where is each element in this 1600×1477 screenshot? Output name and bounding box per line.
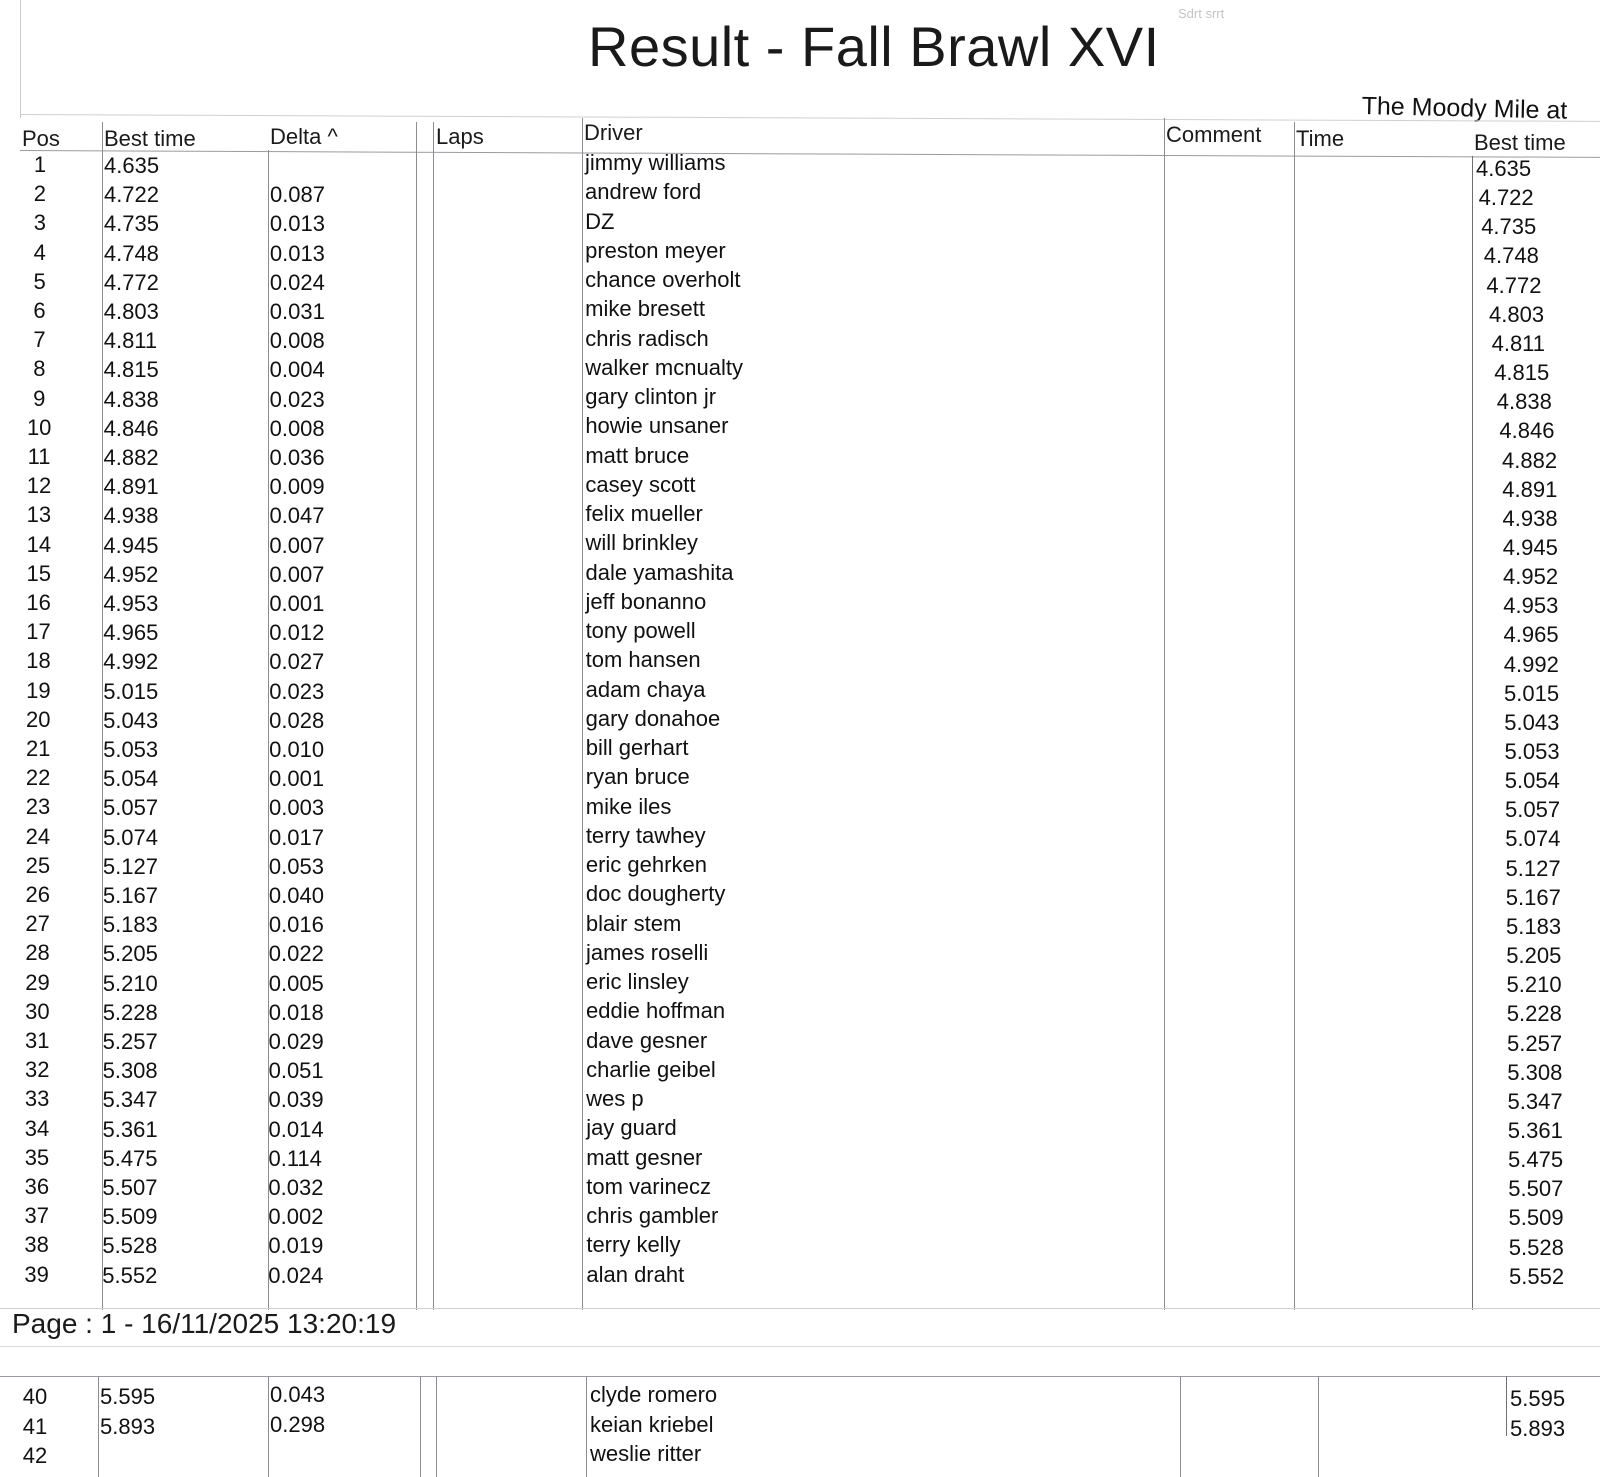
best-time-2-cell: 4.803 (1489, 301, 1545, 327)
driver-cell: matt gesner (586, 1144, 703, 1170)
best-time-cell: 5.595 (100, 1384, 156, 1409)
driver-cell: clyde romero (590, 1382, 718, 1407)
column-divider (433, 122, 434, 1310)
best-time-cell: 5.167 (102, 883, 158, 908)
best-time-2-cell: 5.528 (1508, 1234, 1564, 1260)
delta-cell: 0.023 (269, 386, 325, 412)
pos-cell: 8 (33, 356, 46, 382)
driver-cell: will brinkley (585, 530, 698, 556)
best-time-2-cell: 5.308 (1507, 1059, 1563, 1085)
driver-cell: eric gehrken (585, 852, 707, 877)
delta-cell: 0.004 (269, 357, 325, 383)
best-time-2-cell: 5.015 (1504, 680, 1560, 706)
driver-cell: doc dougherty (585, 881, 726, 907)
pos-cell: 37 (24, 1203, 49, 1229)
delta-cell: 0.013 (269, 240, 325, 266)
driver-cell: bill gerhart (585, 735, 689, 760)
best-time-cell: 4.992 (103, 649, 159, 675)
best-time-cell: 4.803 (103, 299, 159, 324)
driver-cell: jimmy williams (585, 150, 726, 175)
pos-cell: 42 (22, 1443, 48, 1468)
driver-cell: chris gambler (586, 1203, 719, 1228)
best-time-cell: 5.183 (102, 912, 158, 938)
driver-cell: keian kriebel (590, 1411, 714, 1437)
venue-label: The Moody Mile at (1361, 92, 1568, 125)
best-time-2-cell: 5.893 (1510, 1415, 1566, 1441)
best-time-cell: 4.882 (103, 445, 159, 470)
pos-cell: 1 (33, 152, 47, 177)
driver-cell: jeff bonanno (585, 588, 707, 614)
driver-cell: charlie geibel (586, 1056, 716, 1082)
pos-cell: 36 (24, 1174, 50, 1199)
pos-cell: 10 (26, 414, 52, 440)
best-time-2-cell: 5.205 (1506, 943, 1562, 969)
pos-cell: 26 (25, 882, 50, 907)
best-time-2-cell: 5.552 (1509, 1263, 1565, 1289)
best-time-cell: 5.053 (103, 737, 159, 762)
best-time-cell: 4.945 (103, 532, 159, 558)
best-time-cell: 4.815 (103, 357, 159, 383)
best-time-cell: 4.846 (103, 415, 159, 441)
pos-cell: 15 (26, 560, 51, 586)
best-time-2-cell: 5.595 (1510, 1386, 1566, 1411)
delta-cell: 0.008 (269, 415, 325, 441)
best-time-cell: 4.965 (103, 620, 159, 646)
best-time-2-cell: 5.475 (1508, 1147, 1564, 1173)
best-time-2-cell: 5.347 (1507, 1088, 1563, 1114)
pos-cell: 24 (25, 823, 51, 849)
driver-cell: casey scott (585, 471, 696, 497)
pos-cell: 33 (24, 1086, 50, 1112)
best-time-2-cell: 4.992 (1503, 651, 1559, 677)
pos-cell: 21 (25, 736, 51, 761)
pos-cell: 32 (24, 1057, 50, 1083)
best-time-cell: 5.257 (102, 1029, 158, 1054)
driver-cell: wes p (586, 1086, 644, 1111)
delta-cell: 0.007 (269, 532, 325, 558)
best-time-cell: 5.528 (102, 1233, 158, 1259)
best-time-2-cell: 4.735 (1481, 214, 1537, 240)
best-time-2-cell: 4.846 (1499, 418, 1555, 444)
delta-cell: 0.002 (268, 1204, 324, 1230)
pos-cell: 35 (24, 1144, 50, 1170)
best-time-cell: 4.635 (104, 153, 160, 178)
best-time-2-cell: 5.057 (1505, 797, 1561, 823)
delta-cell: 0.032 (268, 1175, 324, 1200)
best-time-2-cell: 4.811 (1491, 330, 1546, 356)
delta-cell: 0.023 (269, 678, 325, 704)
best-time-2-cell: 5.183 (1506, 913, 1562, 939)
best-time-2-cell: 5.509 (1508, 1205, 1564, 1231)
pos-cell: 38 (24, 1232, 49, 1258)
driver-cell: ryan bruce (585, 764, 690, 790)
column-divider (1318, 1376, 1319, 1477)
pos-cell: 7 (33, 327, 46, 353)
pos-cell: 11 (27, 444, 51, 469)
delta-cell: 0.022 (268, 941, 324, 967)
pos-cell: 41 (22, 1413, 48, 1439)
driver-cell: chance overholt (585, 267, 741, 292)
best-time-2-cell: 4.938 (1502, 505, 1558, 531)
driver-cell: weslie ritter (590, 1441, 702, 1466)
best-time-2-cell: 5.210 (1506, 972, 1562, 998)
delta-cell: 0.031 (269, 299, 325, 324)
delta-cell: 0.043 (270, 1382, 326, 1407)
col-header-best-time: Best time (104, 126, 196, 151)
best-time-cell: 5.893 (100, 1413, 156, 1439)
driver-cell: dale yamashita (585, 559, 734, 585)
driver-cell: howie unsaner (585, 413, 729, 439)
best-time-cell: 5.074 (102, 824, 159, 850)
driver-cell: felix mueller (585, 501, 703, 526)
pos-cell: 27 (25, 911, 50, 937)
page-break-rule (0, 1346, 1600, 1347)
column-divider (1506, 1376, 1507, 1436)
best-time-2-cell: 4.815 (1494, 360, 1550, 386)
column-divider (586, 1376, 587, 1477)
delta-cell: 0.009 (269, 474, 325, 500)
delta-cell: 0.029 (268, 1029, 324, 1054)
best-time-cell: 5.475 (102, 1145, 158, 1171)
pos-cell: 28 (25, 940, 50, 966)
driver-cell: chris radisch (585, 325, 709, 351)
best-time-cell: 4.772 (103, 269, 159, 295)
driver-cell: gary donahoe (585, 705, 721, 731)
pos-cell: 30 (25, 998, 50, 1024)
delta-cell: 0.298 (270, 1411, 326, 1437)
col-header-pos: Pos (22, 126, 60, 151)
best-time-cell: 5.015 (103, 678, 159, 704)
best-time-cell: 5.054 (103, 766, 159, 792)
column-divider (420, 1376, 421, 1477)
pos-cell: 20 (26, 706, 51, 732)
delta-cell: 0.001 (269, 766, 325, 792)
pos-cell: 29 (25, 969, 50, 995)
driver-cell: jay guard (586, 1115, 677, 1141)
driver-cell: walker mcnualty (585, 354, 743, 380)
driver-cell: blair stem (585, 910, 682, 936)
best-time-2-cell: 5.228 (1506, 1001, 1562, 1027)
pos-cell: 25 (25, 852, 51, 878)
delta-cell: 0.007 (269, 561, 325, 587)
best-time-cell: 4.735 (103, 211, 159, 237)
pos-cell: 39 (24, 1261, 49, 1287)
delta-cell: 0.014 (268, 1116, 324, 1142)
best-time-2-cell: 5.054 (1504, 768, 1560, 794)
delta-cell: 0.028 (269, 707, 325, 733)
best-time-cell: 4.722 (103, 182, 160, 208)
best-time-2-cell: 4.945 (1502, 534, 1558, 560)
delta-cell: 0.013 (269, 211, 325, 237)
delta-cell: 0.040 (268, 883, 324, 908)
best-time-2-cell: 4.772 (1486, 272, 1542, 298)
best-time-2-cell: 4.953 (1503, 593, 1559, 619)
best-time-2-cell: 4.952 (1503, 564, 1559, 590)
pos-cell: 3 (33, 210, 46, 236)
driver-cell: adam chaya (585, 676, 706, 702)
best-time-2-cell: 5.127 (1505, 855, 1561, 881)
delta-cell: 0.087 (269, 182, 326, 208)
delta-cell: 0.018 (268, 999, 324, 1025)
pos-cell: 13 (26, 502, 52, 528)
best-time-2-cell: 4.965 (1503, 622, 1559, 648)
delta-cell: 0.016 (268, 912, 324, 938)
pos-cell: 9 (33, 385, 46, 411)
delta-cell: 0.001 (269, 591, 325, 616)
driver-cell: dave gesner (586, 1027, 708, 1053)
column-divider (582, 118, 583, 1310)
page-footer: Page : 1 - 16/11/2025 13:20:19 (12, 1308, 397, 1339)
column-divider (1294, 122, 1295, 1310)
best-time-cell: 5.507 (102, 1175, 158, 1200)
best-time-cell: 5.509 (102, 1204, 158, 1230)
delta-cell: 0.036 (269, 445, 325, 470)
driver-cell: terry tawhey (585, 822, 706, 848)
column-divider (268, 1376, 269, 1477)
delta-cell: 0.051 (268, 1058, 324, 1084)
driver-cell: matt bruce (585, 442, 690, 468)
pos-cell: 17 (26, 619, 51, 645)
best-time-cell: 4.748 (103, 240, 159, 266)
best-time-cell: 4.891 (103, 474, 159, 500)
best-time-cell: 5.057 (103, 795, 159, 821)
best-time-cell: 5.127 (102, 853, 158, 879)
page2-header-rule (0, 1376, 1600, 1377)
driver-cell: gary clinton jr (585, 384, 717, 409)
best-time-cell: 5.210 (102, 970, 158, 996)
best-time-2-cell: 4.882 (1502, 447, 1558, 473)
column-divider (1164, 118, 1165, 1310)
driver-cell: tony powell (585, 618, 696, 643)
delta-cell: 0.019 (268, 1233, 324, 1259)
faint-stamp: Sdrt srrt (1178, 6, 1225, 21)
best-time-2-cell: 4.838 (1496, 389, 1552, 415)
driver-cell: eddie hoffman (586, 998, 726, 1024)
driver-cell: eric linsley (586, 969, 689, 994)
delta-cell: 0.008 (269, 328, 325, 354)
pos-cell: 4 (33, 239, 46, 265)
driver-cell: james roselli (585, 939, 709, 965)
delta-cell: 0.024 (269, 269, 325, 295)
best-time-cell: 5.347 (102, 1087, 158, 1113)
pos-cell: 12 (26, 473, 52, 499)
delta-cell: 0.012 (269, 620, 325, 646)
best-time-2-cell: 4.748 (1483, 243, 1539, 269)
page-title: Result - Fall Brawl XVI (588, 15, 1160, 78)
pos-cell: 34 (24, 1115, 50, 1141)
best-time-cell: 5.308 (102, 1058, 158, 1084)
driver-cell: tom hansen (585, 647, 701, 673)
pos-cell: 23 (25, 794, 51, 820)
driver-cell: alan draht (586, 1261, 685, 1287)
delta-cell: 0.039 (268, 1087, 324, 1113)
delta-cell: 0.017 (268, 824, 325, 850)
driver-cell: mike bresett (585, 296, 705, 322)
col-header-laps: Laps (436, 124, 484, 149)
best-time-2-cell: 5.074 (1505, 826, 1561, 852)
column-divider (1472, 156, 1473, 1310)
delta-cell: 0.053 (268, 853, 324, 879)
pos-cell: 40 (22, 1384, 48, 1409)
best-time-cell: 4.838 (103, 386, 159, 412)
best-time-cell: 4.953 (103, 591, 159, 616)
best-time-cell: 5.043 (103, 707, 159, 733)
pos-cell: 19 (26, 677, 51, 703)
column-divider (416, 122, 417, 1310)
pos-cell: 18 (26, 648, 51, 674)
col-header-driver: Driver (584, 120, 643, 145)
pos-cell: 22 (25, 765, 51, 791)
delta-cell: 0.024 (268, 1262, 324, 1288)
col-header-best-time-2: Best time (1474, 130, 1566, 155)
driver-cell: tom varinecz (586, 1173, 711, 1199)
delta-cell: 0.010 (269, 737, 325, 762)
driver-cell: terry kelly (586, 1232, 681, 1258)
column-divider (1180, 1376, 1181, 1477)
page-edge-rule (20, 0, 21, 118)
driver-cell: DZ (585, 208, 615, 234)
best-time-cell: 5.228 (102, 999, 158, 1025)
best-time-2-cell: 5.507 (1508, 1176, 1564, 1202)
pos-cell: 16 (26, 590, 51, 615)
best-time-cell: 5.552 (102, 1262, 158, 1288)
best-time-2-cell: 5.257 (1507, 1030, 1563, 1056)
best-time-2-cell: 4.722 (1478, 185, 1534, 211)
driver-cell: mike iles (585, 793, 672, 819)
delta-cell: 0.027 (269, 649, 325, 675)
best-time-cell: 5.361 (102, 1116, 158, 1142)
best-time-2-cell: 5.361 (1507, 1117, 1563, 1143)
best-time-cell: 4.952 (103, 561, 159, 587)
driver-cell: andrew ford (585, 179, 702, 205)
best-time-2-cell: 5.053 (1504, 739, 1560, 764)
best-time-cell: 4.811 (103, 328, 158, 354)
pos-cell: 5 (33, 268, 46, 294)
best-time-2-cell: 5.167 (1505, 884, 1561, 910)
pos-cell: 14 (26, 531, 52, 557)
best-time-cell: 4.938 (103, 503, 159, 529)
col-header-time: Time (1296, 126, 1345, 151)
col-header-delta: Delta ^ (270, 124, 338, 149)
column-divider (436, 1376, 437, 1477)
best-time-2-cell: 5.043 (1504, 709, 1560, 735)
delta-cell: 0.114 (268, 1145, 322, 1171)
col-header-comment: Comment (1166, 122, 1262, 147)
pos-cell: 31 (25, 1028, 50, 1053)
driver-cell: preston meyer (585, 237, 726, 263)
pos-cell: 6 (33, 298, 46, 323)
column-divider (98, 1376, 99, 1477)
best-time-cell: 5.205 (102, 941, 158, 967)
pos-cell: 2 (33, 181, 47, 207)
best-time-2-cell: 4.635 (1476, 156, 1532, 181)
delta-cell: 0.003 (269, 795, 325, 821)
header-rule-bottom (20, 150, 1600, 158)
best-time-2-cell: 4.891 (1502, 476, 1558, 502)
delta-cell: 0.005 (268, 970, 324, 996)
delta-cell: 0.047 (269, 503, 325, 529)
